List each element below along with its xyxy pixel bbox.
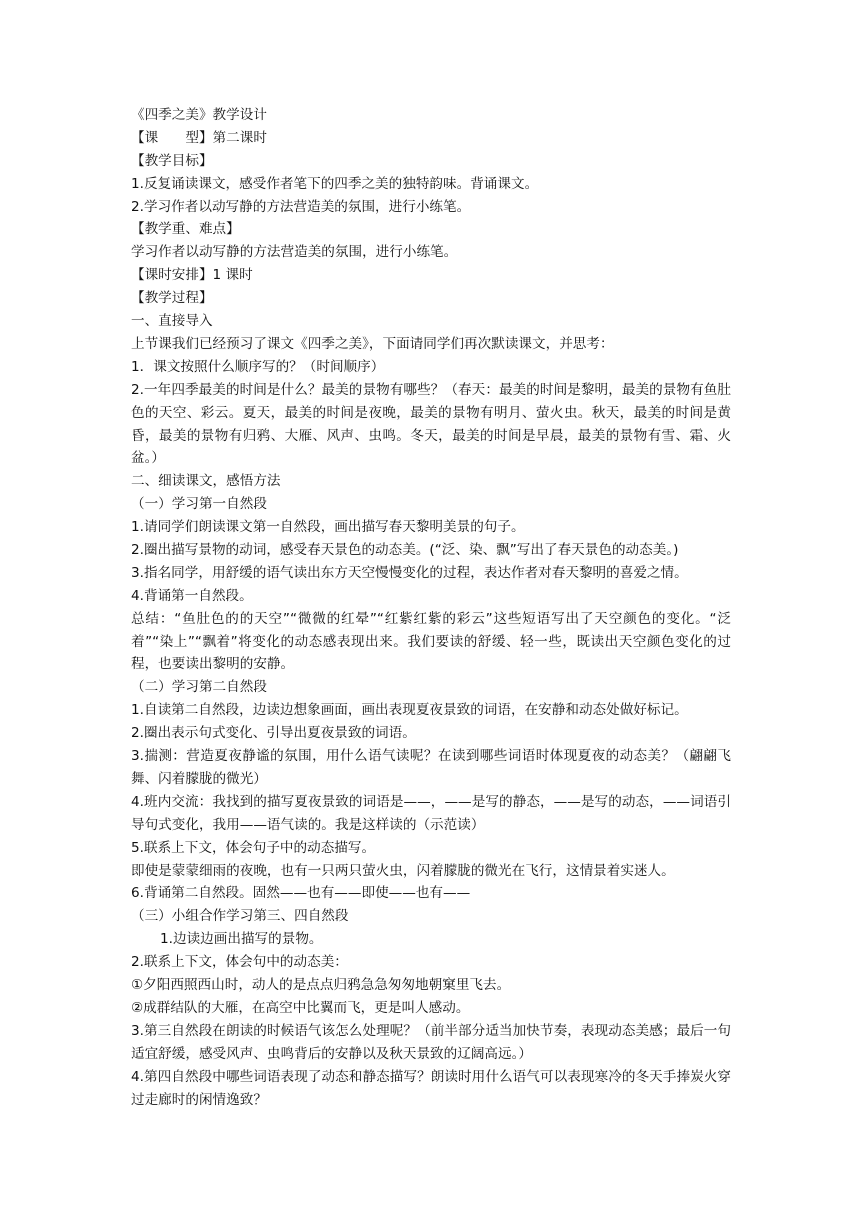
process-heading: 【教学过程】	[131, 290, 213, 307]
part-heading: （二）学习第二自然段	[131, 679, 267, 696]
part-heading: （三）小组合作学习第三、四自然段	[131, 908, 349, 925]
numbered-sentence: ②成群结队的大雁，在高空中比翼而飞，更是叫人感动。	[131, 999, 470, 1016]
step-item: 1.自读第二自然段，边读边想象画面，画出表现夏夜景致的词语，在安静和动态处做好标记。	[131, 702, 688, 719]
step-item: 3.第三自然段在朗读的时候语气该怎么处理呢？（前半部分适当加快节奏，表现动态美感；最后一句适宜舒缓，感受风声、虫鸣背后的安静以及秋天景致的辽阔高远。）	[131, 1022, 731, 1062]
summary-paragraph: 总结：“鱼肚色的的天空”“微微的红晕”“红紫红紫的彩云”这些短语写出了天空颜色的变化。“泛着”“染上”“飘着”将变化的动态感表现出来。我们要读的舒缓、轻一些，既读出天空颜色变化的过程，也要读出黎明的安静。	[131, 610, 731, 673]
step-item: 6.背诵第二自然段。固然——也有——即使——也有——	[131, 885, 471, 902]
step-item: 1.请同学们朗读课文第一自然段，画出描写春天黎明美景的句子。	[131, 519, 525, 536]
goal-item: 1.反复诵读课文，感受作者笔下的四季之美的独特韵味。背诵课文。	[131, 175, 539, 192]
step-item: 5.联系上下文，体会句子中的动态描写。	[131, 839, 376, 856]
example-sentence: 即使是蒙蒙细雨的夜晚，也有一只两只萤火虫，闪着朦胧的微光在飞行，这情景着实迷人。	[131, 862, 675, 879]
step-item: 3.揣测：营造夏夜静谧的氛围，用什么语气读呢？在读到哪些词语时体现夏夜的动态美？（翩翩飞舞、闪着朦胧的微光）	[131, 748, 731, 787]
question-item: 2.一年四季最美的时间是什么？最美的景物有哪些？（春天：最美的时间是黎明，最美的景物有鱼肚色的天空、彩云。夏天，最美的时间是夜晚，最美的景物有明月、萤火虫。秋天，最美的时间是黄昏，最美的景物有归鸦、大雁、风声、虫鸣。冬天，最美的时间是早晨，最美的景物有雪、霜、火盆。）	[131, 381, 731, 467]
part-heading: （一）学习第一自然段	[131, 496, 267, 513]
section-heading: 一、直接导入	[131, 313, 213, 330]
step-item: 2.圈出表示句式变化、引导出夏夜景致的词语。	[131, 725, 416, 742]
step-item: 4.第四自然段中哪些词语表现了动态和静态描写？朗读时用什么语气可以表现寒冷的冬天手捧炭火穿过走廊时的闲情逸致？	[131, 1068, 731, 1108]
question-item: 1．课文按照什么顺序写的？（时间顺序）	[131, 358, 385, 375]
step-item: 4.班内交流：我找到的描写夏夜景致的词语是——，——是写的静态，——是写的动态，——词语引导句式变化，我用——语气读的。我是这样读的（示范读）	[131, 793, 731, 833]
step-item: 3.指名同学，用舒缓的语气读出东方天空慢慢变化的过程，表达作者对春天黎明的喜爱之情。	[131, 564, 688, 581]
document-body	[131, 104, 731, 1111]
key-points-heading: 【教学重、难点】	[131, 221, 240, 238]
step-item: 2.圈出描写景物的动词，感受春天景色的动态美。(“泛、染、飘”写出了春天景色的动态美。)	[131, 541, 679, 558]
key-points-text: 学习作者以动写静的方法营造美的氛围，进行小练笔。	[131, 244, 458, 261]
step-item: 4.背诵第一自然段。	[131, 587, 253, 604]
section-intro: 上节课我们已经预习了课文《四季之美》，下面请同学们再次默读课文，并思考：	[131, 335, 614, 352]
lesson-type: 【课 型】第二课时	[131, 129, 267, 146]
numbered-sentence: ①夕阳西照西山时，动人的是点点归鸦急急匆匆地朝窠里飞去。	[131, 977, 511, 994]
document-title: 《四季之美》教学设计	[131, 107, 267, 123]
schedule-text: 【课时安排】1 课时	[131, 267, 253, 284]
step-item: 2.联系上下文，体会句中的动态美：	[131, 954, 348, 971]
step-item: 1.边读边画出描写的景物。	[160, 931, 323, 948]
goal-item: 2.学习作者以动写静的方法营造美的氛围，进行小练笔。	[131, 198, 471, 215]
section-heading: 二、细读课文，感悟方法	[131, 473, 281, 490]
goals-heading: 【教学目标】	[131, 152, 213, 169]
